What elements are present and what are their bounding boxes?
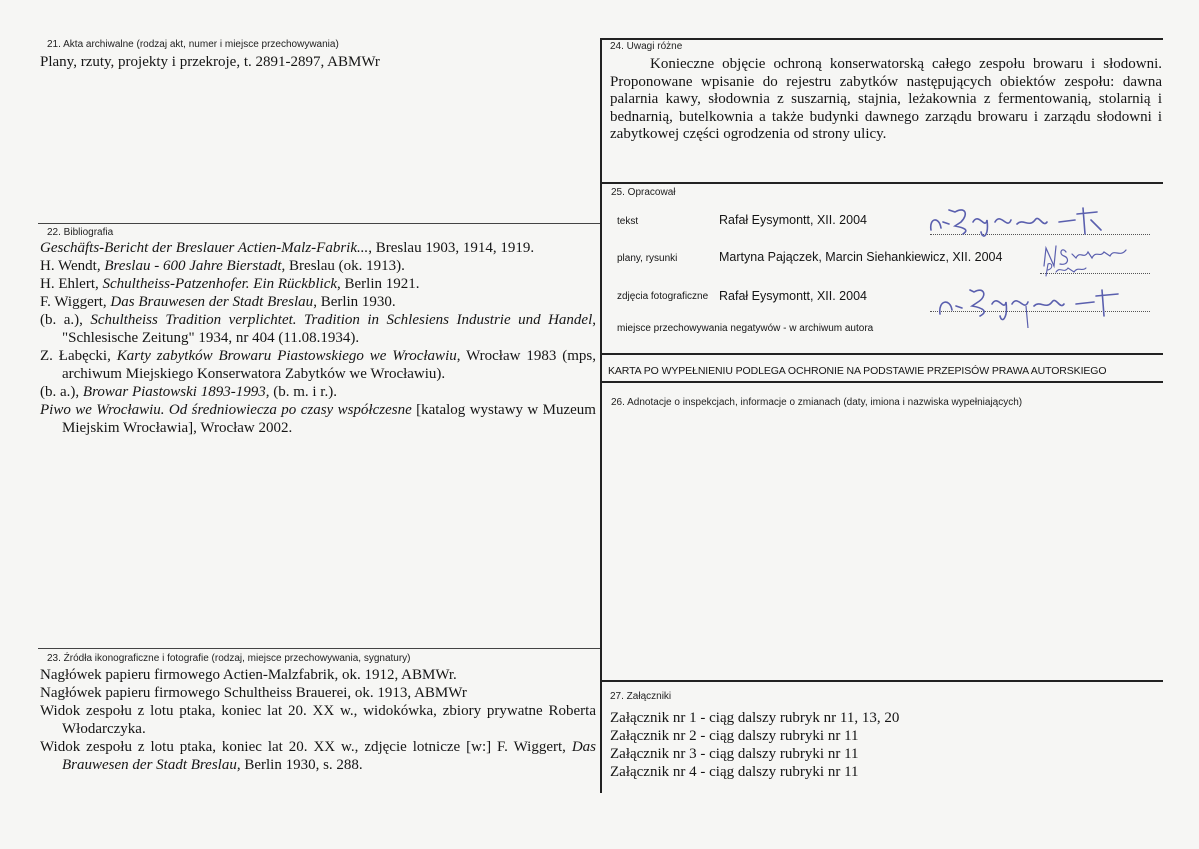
section-25-header: 25. Opracował <box>611 187 676 198</box>
rule-s26-top <box>602 381 1163 383</box>
signature-plany <box>1040 236 1140 280</box>
title-text: Das Brauwesen der Stadt Breslau <box>110 294 314 310</box>
bibliography-entry <box>40 275 596 293</box>
source-entry <box>40 702 596 738</box>
section-27-header: 27. Załączniki <box>610 691 672 702</box>
entry-text: , (b. m. i r.). <box>265 384 337 400</box>
tekst-value: Rafał Eysymontt, XII. 2004 <box>719 213 867 227</box>
section-21-text: Plany, rzuty, projekty i przekroje, t. 2891-2897, ABMWr <box>40 54 380 70</box>
attachment-item: Załącznik nr 2 - ciąg dalszy rubryki nr 11 <box>610 728 859 744</box>
entry-text: , Berlin 1930. <box>313 294 396 310</box>
bibliography-entry <box>40 293 596 311</box>
entry-text: Z. Łabęcki, <box>40 348 117 364</box>
section-22-bibliography <box>40 227 596 437</box>
bibliography-entry <box>40 311 596 347</box>
rule-s25-top <box>602 182 1163 184</box>
section-24-remarks <box>610 41 1162 144</box>
rule-s27-top <box>602 680 1163 682</box>
section-24-header: 24. Uwagi różne <box>610 41 683 52</box>
bibliography-list <box>40 239 596 437</box>
entry-text: , Berlin 1921. <box>337 276 420 292</box>
source-entry <box>40 738 596 774</box>
entry-text: [katalog wystawy w Muzeum Miejskim Wrocławia], Wrocław 2002. <box>62 402 596 436</box>
section-27-attachments <box>610 691 1162 781</box>
section-23-iconographic-sources <box>40 653 596 774</box>
entry-text: Nagłówek papieru firmowego Schultheiss Brauerei, ok. 1913, ABMWr <box>40 685 467 701</box>
zdjecia-label: zdjęcia fotograficzne <box>617 291 709 302</box>
plany-value: Martyna Pajączek, Marcin Siehankiewicz, XII. 2004 <box>719 250 1003 264</box>
title-text: Browar Piastowski 1893-1993 <box>82 384 266 400</box>
rule-s23-top <box>38 648 600 649</box>
source-entry <box>40 666 596 684</box>
tekst-label: tekst <box>617 216 639 227</box>
copyright-notice: KARTA PO WYPEŁNIENIU PODLEGA OCHRONIE NA PODSTAWIE PRZEPISÓW PRAWA AUTORSKIEGO <box>608 365 1107 377</box>
rule-s22-top <box>38 223 600 224</box>
entry-text: , Breslau (ok. 1913). <box>281 258 405 274</box>
attachment-item: Załącznik nr 3 - ciąg dalszy rubryki nr 11 <box>610 746 859 762</box>
signature-tekst <box>925 200 1115 240</box>
entry-text: , "Schlesische Zeitung" 1934, nr 404 (11.08.1934). <box>62 312 596 346</box>
top-rule-right <box>602 38 1163 40</box>
title-text: Das Brauwesen der Stadt Breslau <box>62 739 596 773</box>
entry-text: H. Ehlert, <box>40 276 103 292</box>
bibliography-entry <box>40 239 596 257</box>
source-entry <box>40 684 596 702</box>
entry-text: , Berlin 1930, s. 288. <box>236 757 363 773</box>
signature-zdjecia <box>930 280 1130 330</box>
entry-text: H. Wendt, <box>40 258 105 274</box>
zdjecia-value: Rafał Eysymontt, XII. 2004 <box>719 289 867 303</box>
attachments-list <box>610 709 1162 781</box>
entry-text: (b. a.), <box>40 384 83 400</box>
section-22-header: 22. Bibliografia <box>47 227 114 238</box>
title-text: Schultheiss-Patzenhofer. Ein Rückblick <box>102 276 338 292</box>
rule-copyright-top <box>602 353 1163 355</box>
entry-text: , Wrocław 1983 (mps, archiwum Miejskiego Konserwatora Zabytków we Wrocławiu). <box>62 348 596 382</box>
section-23-header: 23. Źródła ikonograficzne i fotografie (rodzaj, miejsce przechowywania, sygnatury) <box>47 653 411 664</box>
negatives-location: miejsce przechowywania negatywów - w archiwum autora <box>617 323 874 334</box>
bibliography-entry <box>40 257 596 275</box>
bibliography-entry <box>40 401 596 437</box>
attachment-item: Załącznik nr 1 - ciąg dalszy rubryk nr 11, 13, 20 <box>610 710 900 726</box>
title-text: Piwo we Wrocławiu. Od średniowiecza po czasy współczesne <box>40 402 412 418</box>
title-text: Karty zabytków Browaru Piastowskiego we Wrocławiu <box>116 348 457 364</box>
iconographic-sources-list <box>40 666 596 774</box>
entry-text: Widok zespołu z lotu ptaka, koniec lat 20. XX w., widokówka, zbiory prywatne Roberta Włodarczyka. <box>40 703 596 737</box>
entry-text: F. Wiggert, <box>40 294 111 310</box>
attachment-item: Załącznik nr 4 - ciąg dalszy rubryki nr 11 <box>610 764 859 780</box>
bibliography-entry <box>40 383 596 401</box>
title-text: Breslau - 600 Jahre Bierstadt <box>104 258 282 274</box>
bibliography-entry <box>40 347 596 383</box>
section-26-header: 26. Adnotacje o inspekcjach, informacje o zmianach (daty, imiona i nazwiska wypełniających) <box>611 397 1023 408</box>
section-21-archival-records <box>40 39 598 71</box>
entry-text: Widok zespołu z lotu ptaka, koniec lat 20. XX w., zdjęcie lotnicze [w:] F. Wiggert, <box>40 739 572 755</box>
entry-text: , Breslau 1903, 1914, 1919. <box>368 240 535 256</box>
title-text: Geschäfts-Bericht der Breslauer Actien-Malz-Fabrik... <box>40 240 369 256</box>
plany-label: plany, rysunki <box>617 253 678 264</box>
entry-text: (b. a.), <box>40 312 91 328</box>
title-text: Schultheiss Tradition verplichtet. Tradition in Schlesiens Industrie und Handel <box>90 312 593 328</box>
section-24-text: Konieczne objęcie ochroną konserwatorską całego zespołu browaru i słodowni. Proponowane wpisanie do rejestru zabytków następujących obiektów zespołu: dawna palarnia kawy, słodownia z suszarnią, stajnia, leżakownia z fermentowanią, stolarnią i bednarnią, butelkownia a także budynki dawnego zarządu browaru i zarządu słodowni i zabytkowej części ogrodzenia od strony ulicy. <box>610 56 1162 142</box>
section-21-header: 21. Akta archiwalne (rodzaj akt, numer i miejsce przechowywania) <box>47 39 339 50</box>
entry-text: Nagłówek papieru firmowego Actien-Malzfabrik, ok. 1912, ABMWr. <box>40 667 457 683</box>
